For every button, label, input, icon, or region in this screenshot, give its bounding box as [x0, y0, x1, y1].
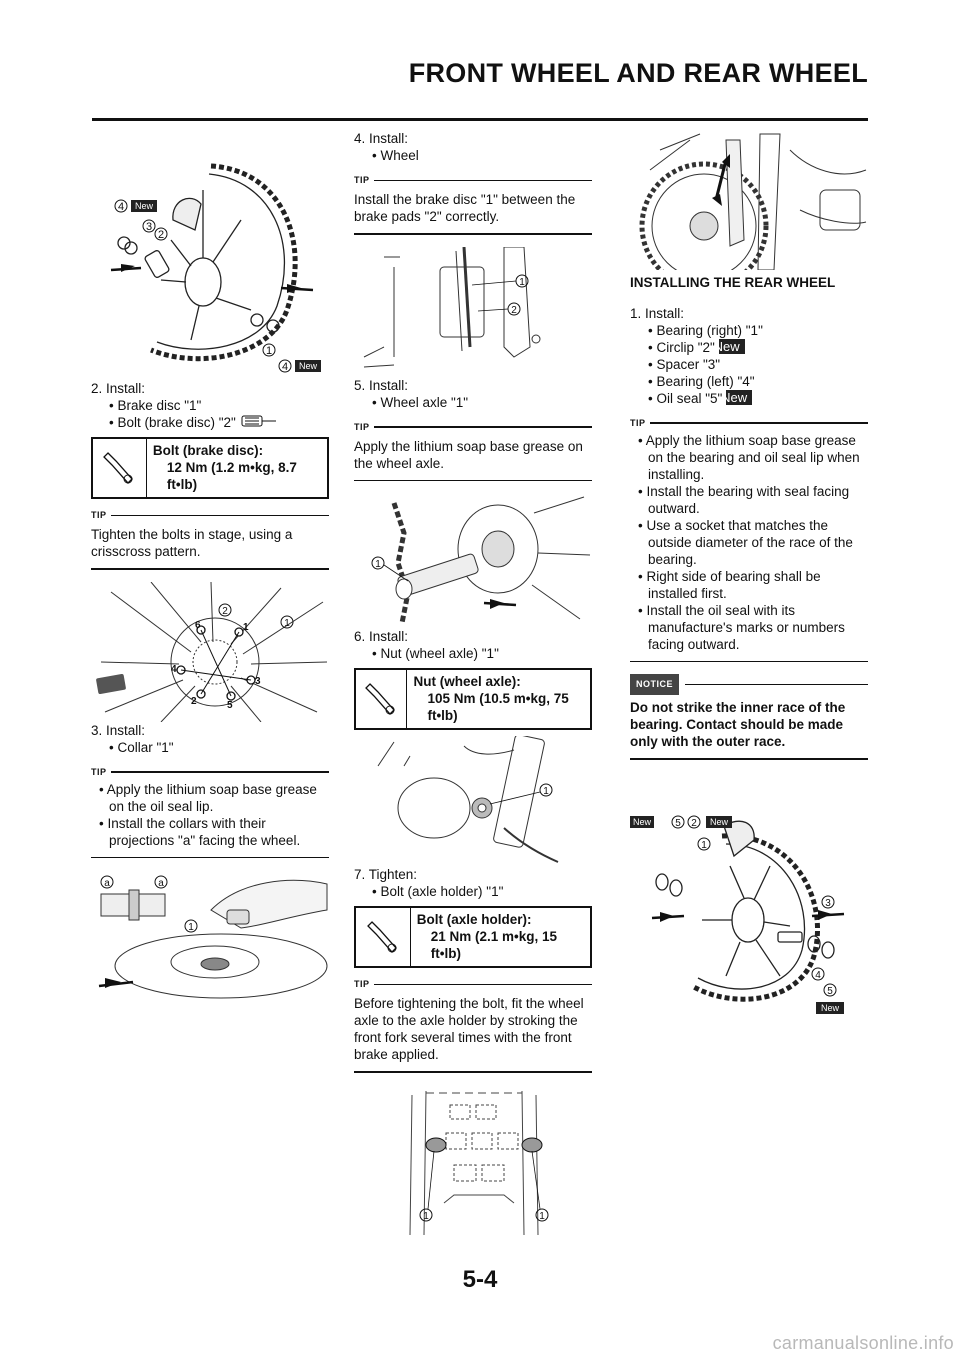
- tip-item: • Apply the lithium soap base grease on the oil seal lip.: [99, 781, 317, 814]
- callout-5b: 5: [827, 985, 833, 997]
- tip-rule: [630, 661, 868, 663]
- step-2-heading: 2. Install:: [91, 381, 146, 396]
- callout-a: a: [158, 878, 164, 889]
- tip-rule: [91, 568, 329, 570]
- callout-3: 3: [825, 897, 831, 909]
- tip-rule: [354, 480, 592, 482]
- tip-header: TIP: [630, 415, 868, 432]
- sequence-3: 3: [255, 675, 261, 687]
- step-5-heading: 5. Install:: [354, 377, 409, 393]
- spec-value: 105 Nm (10.5 m•kg, 75 ft•lb): [427, 691, 569, 723]
- wrench-icon: [93, 439, 147, 497]
- figure-front-wheel-exploded: [91, 130, 329, 380]
- new-badge: New: [134, 201, 154, 211]
- thread-lock-icon: [240, 415, 278, 427]
- page-title: FRONT WHEEL AND REAR WHEEL: [408, 58, 868, 88]
- figure-axle-nut: [354, 736, 592, 866]
- callout-1: 1: [188, 922, 194, 933]
- tip-item: • Install the bearing with seal facing outward.: [638, 483, 850, 516]
- figure-brake-pads: [354, 247, 592, 377]
- section-heading: INSTALLING THE REAR WHEEL: [630, 275, 836, 290]
- tip-text: Apply the lithium soap base grease on the wheel axle.: [354, 438, 583, 471]
- tip-rule: [354, 233, 592, 235]
- step-1-heading: 1. Install:: [630, 305, 685, 321]
- column-2: [354, 130, 592, 1235]
- step-1-item: • Circlip "2" New: [630, 339, 868, 356]
- sequence-5: 5: [227, 699, 233, 711]
- tip-rule: [354, 1071, 592, 1073]
- tip-item: • Install the oil seal with its manufacture's marks or numbers facing outward.: [638, 602, 845, 652]
- step-1-item: • Bearing (right) "1": [648, 322, 763, 338]
- step-1-item: • Spacer "3": [648, 356, 721, 372]
- step-6-item: • Nut (wheel axle) "1": [372, 646, 499, 661]
- new-badge: New: [820, 1002, 840, 1013]
- new-badge: New: [632, 816, 652, 827]
- tip-text: Before tightening the bolt, fit the wheel axle to the axle holder by stroking the front fork several times with the front brake applied.: [354, 996, 584, 1062]
- figure-front-fork-stroke: [630, 130, 868, 270]
- watermark: carmanualsonline.info: [772, 1333, 954, 1353]
- torque-spec-bolt-axle-holder: [354, 906, 592, 968]
- torque-spec-nut-wheel-axle: [354, 668, 592, 730]
- spec-title: Nut (wheel axle):: [413, 674, 521, 689]
- new-badge: New: [726, 390, 752, 405]
- step-5-item: • Wheel axle "1": [372, 394, 469, 410]
- callout-2: 2: [691, 817, 697, 829]
- new-badge: New: [298, 361, 318, 371]
- spec-title: Bolt (brake disc):: [152, 443, 264, 458]
- step-7-heading: 7. Tighten:: [354, 867, 418, 882]
- callout-2: 2: [157, 229, 165, 241]
- callout-1: 1: [519, 276, 525, 288]
- step-6-heading: 6. Install:: [354, 629, 409, 644]
- callout-3: 3: [145, 221, 153, 233]
- step-3-heading: 3. Install:: [91, 722, 146, 738]
- callout-1: 1: [284, 617, 290, 629]
- step-1-item: • Bearing (left) "4": [648, 373, 755, 389]
- notice-text: Do not strike the inner race of the bearing. Contact should be made only with the outer race.: [630, 700, 846, 749]
- callout-1: 1: [701, 839, 707, 851]
- sequence-2: 2: [191, 695, 197, 707]
- tip-header: TIP: [354, 976, 592, 993]
- callout-2: 2: [222, 605, 228, 617]
- callout-1: 1: [539, 1210, 545, 1222]
- callout-1: 1: [543, 786, 549, 797]
- wrench-icon: [356, 670, 407, 728]
- new-badge: New: [709, 816, 729, 827]
- step-4-heading: 4. Install:: [354, 131, 409, 146]
- spec-title: Bolt (axle holder):: [416, 912, 532, 927]
- tip-rule: [91, 857, 329, 859]
- tip-header: TIP: [91, 507, 329, 524]
- sequence-6: 6: [195, 619, 201, 631]
- wrench-icon: [356, 908, 411, 966]
- step-2-item: • Brake disc "1": [109, 398, 202, 413]
- callout-2: 2: [511, 304, 517, 316]
- callout-4: 4: [815, 969, 821, 981]
- figure-collar-install: [91, 870, 329, 1002]
- callout-1: 1: [265, 345, 273, 357]
- step-7-item: • Bolt (axle holder) "1": [372, 884, 504, 899]
- figure-axle-holder-bolts: [354, 1085, 592, 1235]
- callout-4b: 4: [281, 361, 289, 373]
- sequence-1: 1: [243, 621, 249, 633]
- column-3: [630, 130, 868, 1026]
- tip-item: • Use a socket that matches the outside diameter of the race of the bearing.: [638, 517, 853, 567]
- torque-spec-bolt-brake-disc: [91, 437, 329, 499]
- tip-header: TIP: [354, 419, 592, 436]
- step-3-item: • Collar "1": [109, 739, 174, 755]
- spec-value: 21 Nm (2.1 m•kg, 15 ft•lb): [430, 929, 558, 961]
- tip-item: • Right side of bearing shall be installed first.: [638, 568, 821, 601]
- tip-text: Tighten the bolts in stage, using a crisscross pattern.: [91, 527, 293, 559]
- new-badge: New: [719, 339, 745, 354]
- tip-header: TIP: [91, 764, 329, 781]
- figure-brake-disc-bolts: [91, 582, 329, 722]
- figure-rear-wheel-exploded: [630, 796, 868, 1026]
- spec-value: 12 Nm (1.2 m•kg, 8.7 ft•lb): [166, 460, 297, 492]
- page-number: 5-4: [462, 1266, 498, 1293]
- callout-1: 1: [423, 1210, 429, 1222]
- callout-1: 1: [375, 559, 381, 570]
- notice-rule: [630, 758, 868, 760]
- step-4-item: • Wheel: [372, 148, 419, 163]
- tip-item: • Apply the lithium soap base grease on the bearing and oil seal lip when installing.: [638, 432, 860, 482]
- step-1-item: • Oil seal "5" New: [630, 390, 868, 407]
- callout-5: 5: [675, 817, 681, 829]
- tip-item: • Install the collars with their projections "a" facing the wheel.: [99, 815, 301, 848]
- callout-4: 4: [117, 201, 125, 213]
- callout-a: a: [104, 878, 110, 889]
- step-2-item: • Bolt (brake disc) "2": [91, 414, 329, 431]
- header-rule: [92, 118, 868, 121]
- tip-header: TIP: [354, 172, 592, 189]
- figure-wheel-axle: [354, 493, 592, 628]
- column-1: [91, 130, 329, 1002]
- tip-text: Install the brake disc "1" between the brake pads "2" correctly.: [354, 192, 576, 224]
- notice-header: NOTICE: [630, 674, 868, 695]
- sequence-4: 4: [171, 663, 177, 675]
